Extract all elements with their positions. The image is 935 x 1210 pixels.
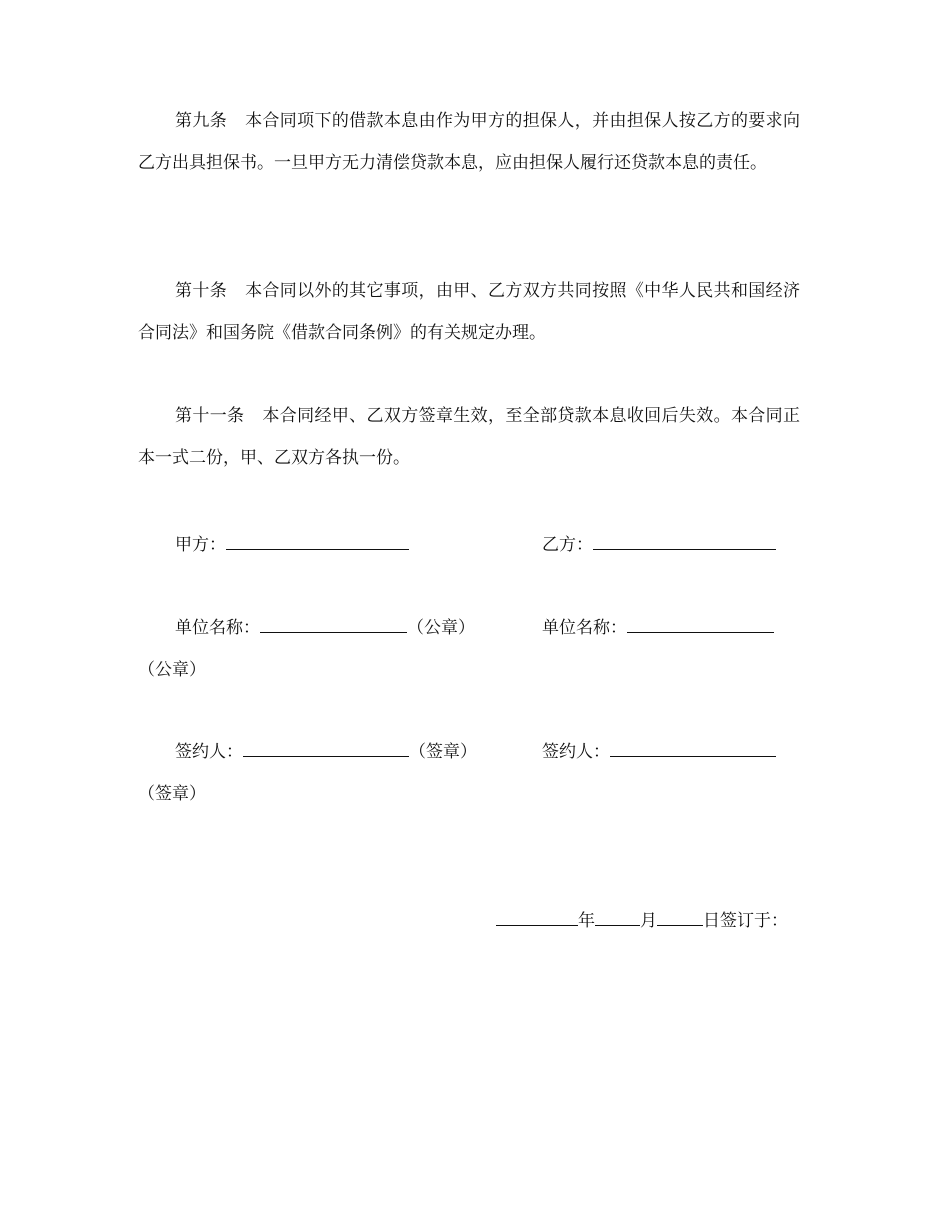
- party-b-blank[interactable]: [593, 535, 776, 550]
- date-row: [496, 906, 788, 931]
- unit-name-b-row: [542, 613, 774, 638]
- party-b-label: 乙方：: [542, 535, 593, 555]
- signer-a-label: 签约人：: [175, 742, 243, 762]
- party-a-row: [175, 530, 409, 555]
- signer-b-row: [542, 737, 776, 762]
- year-blank[interactable]: [496, 911, 578, 926]
- article-11-number: 第十一条: [175, 406, 245, 426]
- party-a-label: 甲方：: [175, 535, 226, 555]
- article-11: [138, 395, 800, 479]
- unit-name-b-seal: （公章）: [138, 660, 206, 680]
- signer-a-row: [175, 737, 477, 762]
- article-10: [138, 270, 800, 354]
- party-a-blank[interactable]: [226, 535, 409, 550]
- article-9: [138, 100, 800, 184]
- unit-name-a-row: [175, 613, 475, 638]
- signer-a-seal: （签章）: [409, 742, 477, 762]
- day-blank[interactable]: [657, 911, 703, 926]
- unit-name-a-seal: （公章）: [407, 618, 475, 638]
- article-9-text: 本合同项下的借款本息由作为甲方的担保人，并由担保人按乙方的要求向乙方出具担保书。一旦甲方无力清偿贷款本息，应由担保人履行还贷款本息的责任。: [138, 111, 801, 173]
- year-label: 年: [578, 911, 595, 931]
- day-signed-label: 日签订于：: [703, 911, 788, 931]
- unit-name-b-label: 单位名称：: [542, 618, 627, 638]
- signer-a-blank[interactable]: [243, 742, 409, 757]
- unit-name-a-label: 单位名称：: [175, 618, 260, 638]
- signer-b-label: 签约人：: [542, 742, 610, 762]
- unit-name-a-blank[interactable]: [260, 618, 407, 633]
- article-9-number: 第九条: [175, 111, 228, 131]
- month-blank[interactable]: [595, 911, 640, 926]
- unit-name-b-blank[interactable]: [627, 618, 774, 633]
- month-label: 月: [640, 911, 657, 931]
- article-10-number: 第十条: [175, 281, 228, 301]
- article-10-text: 本合同以外的其它事项，由甲、乙方双方共同按照《中华人民共和国经济合同法》和国务院《借款合同条例》的有关规定办理。: [138, 281, 801, 343]
- article-11-text: 本合同经甲、乙双方签章生效，至全部贷款本息收回后失效。本合同正本一式二份，甲、乙双方各执一份。: [138, 406, 801, 468]
- party-b-row: [542, 530, 776, 555]
- signer-b-seal: （签章）: [138, 784, 206, 804]
- signer-b-blank[interactable]: [610, 742, 776, 757]
